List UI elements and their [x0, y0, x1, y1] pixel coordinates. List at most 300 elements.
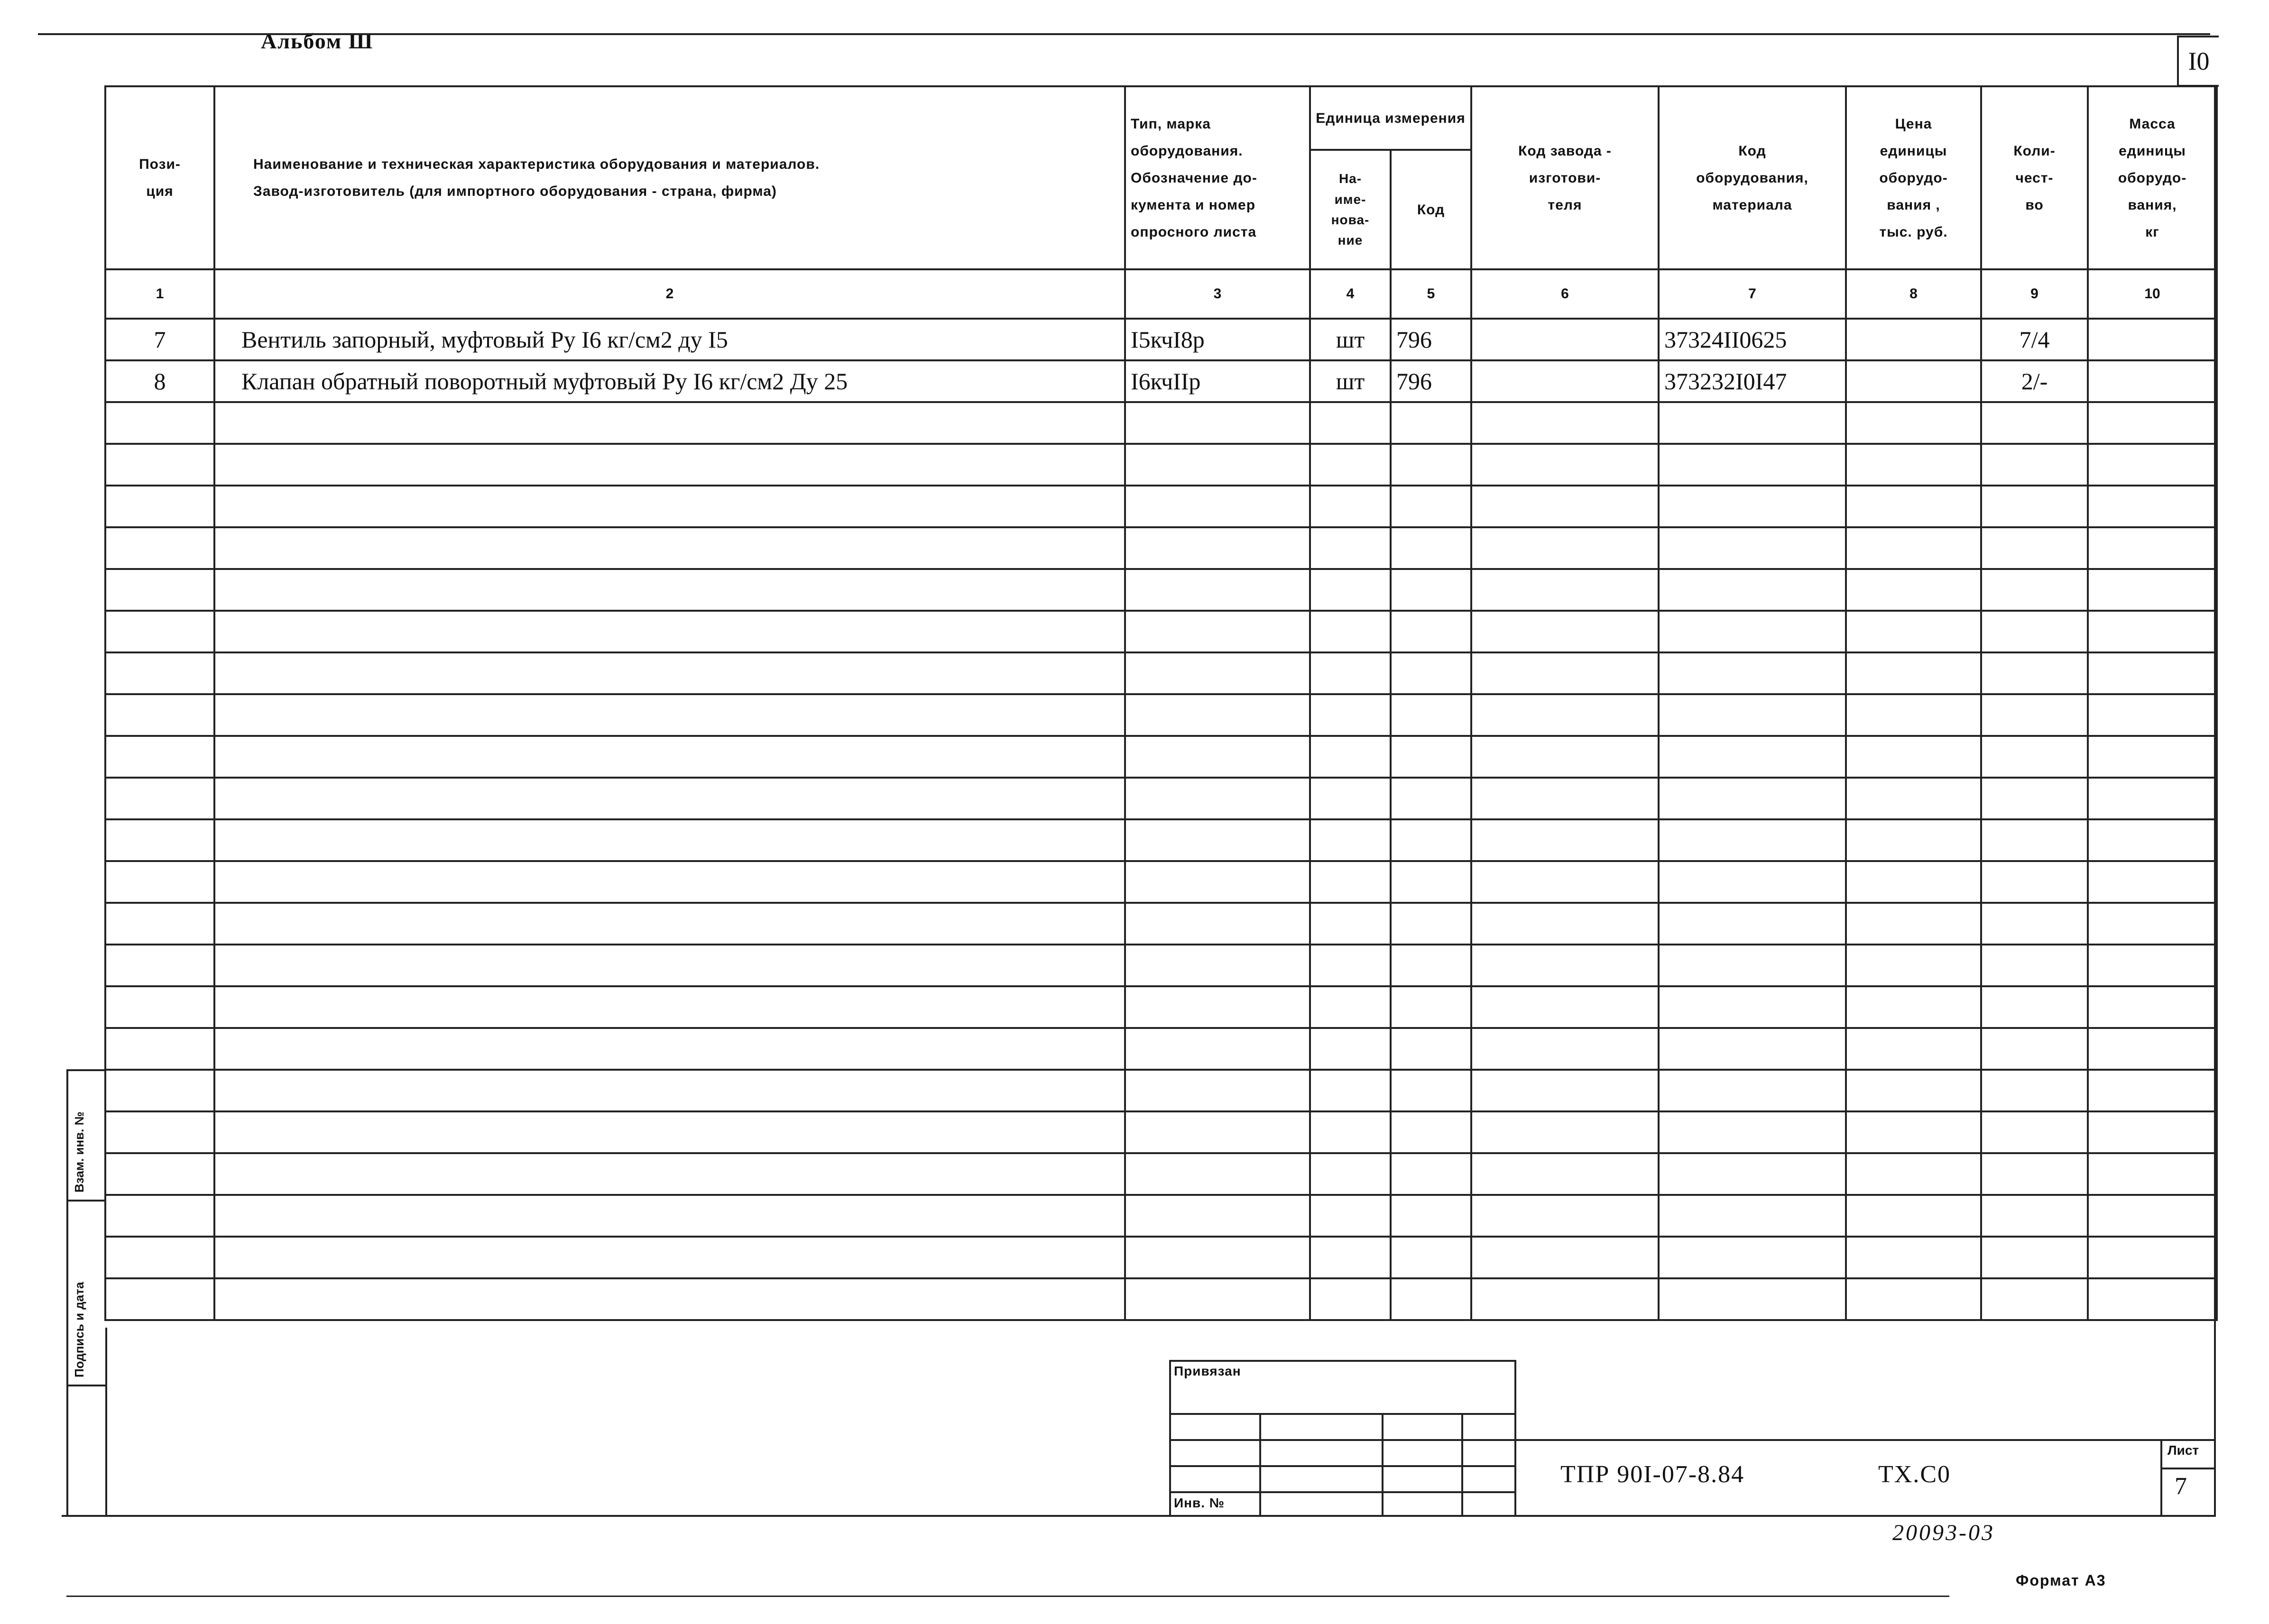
empty-cell — [105, 402, 214, 444]
header-line: ние — [1337, 233, 1363, 248]
empty-cell — [1471, 1153, 1659, 1195]
header-line: единицы — [1880, 143, 1947, 159]
cell-unit-code: 796 — [1391, 360, 1471, 402]
header-line: Обозначение до- — [1131, 170, 1257, 186]
header-row-top — [105, 86, 2217, 150]
empty-cell — [1125, 527, 1310, 569]
header-line: теля — [1548, 197, 1582, 213]
empty-cell — [1659, 1153, 1846, 1195]
empty-cell — [214, 1028, 1125, 1070]
cell-pos: 7 — [105, 319, 214, 360]
empty-cell — [1846, 486, 1981, 527]
empty-cell — [1981, 694, 2088, 736]
header-line: Масса — [2129, 116, 2176, 132]
empty-cell — [1310, 486, 1391, 527]
cell-type: I5кчI8р — [1125, 319, 1310, 360]
empty-cell — [105, 611, 214, 652]
empty-cell — [1659, 1237, 1846, 1278]
empty-cell — [105, 569, 214, 611]
empty-cell — [1846, 1195, 1981, 1237]
table-row — [105, 319, 2217, 360]
empty-cell — [2088, 1278, 2217, 1320]
header-line: оборудо- — [1879, 170, 1948, 186]
empty-cell — [1310, 819, 1391, 861]
stamp-line-1 — [1169, 1413, 1516, 1415]
empty-row — [105, 819, 2217, 861]
empty-row — [105, 903, 2217, 945]
empty-cell — [1391, 1070, 1471, 1111]
empty-cell — [1846, 569, 1981, 611]
empty-cell — [105, 736, 214, 778]
empty-cell — [1981, 444, 2088, 486]
empty-cell — [1981, 778, 2088, 819]
empty-cell — [1659, 652, 1846, 694]
empty-row — [105, 1195, 2217, 1237]
cell-factory-code — [1471, 360, 1659, 402]
header-line: кумента и номер — [1131, 197, 1256, 213]
empty-cell — [214, 486, 1125, 527]
empty-cell — [1981, 1070, 2088, 1111]
empty-cell — [1391, 1195, 1471, 1237]
empty-cell — [2088, 778, 2217, 819]
empty-cell — [1981, 486, 2088, 527]
empty-cell — [1125, 486, 1310, 527]
side-label-replacement: Взам. инв. № — [72, 1111, 86, 1193]
empty-cell — [1310, 1195, 1391, 1237]
empty-row — [105, 1237, 2217, 1278]
column-number: 10 — [2088, 269, 2217, 319]
empty-cell — [1981, 945, 2088, 986]
column-number: 7 — [1659, 269, 1846, 319]
empty-cell — [1659, 736, 1846, 778]
empty-cell — [1659, 1278, 1846, 1320]
empty-row — [105, 569, 2217, 611]
col-mass-header — [2088, 86, 2217, 269]
empty-cell — [1391, 861, 1471, 903]
header-line: име- — [1334, 192, 1366, 207]
empty-cell — [1125, 402, 1310, 444]
empty-cell — [1981, 652, 2088, 694]
cell-unit: шт — [1310, 360, 1391, 402]
empty-cell — [1659, 611, 1846, 652]
empty-cell — [1125, 736, 1310, 778]
empty-cell — [105, 861, 214, 903]
empty-cell — [1471, 1278, 1659, 1320]
column-number: 8 — [1846, 269, 1981, 319]
empty-cell — [1310, 402, 1391, 444]
empty-row — [105, 1028, 2217, 1070]
empty-cell — [1659, 945, 1846, 986]
empty-cell — [1125, 1153, 1310, 1195]
empty-cell — [214, 1070, 1125, 1111]
frame-bottom-line — [62, 1515, 2216, 1517]
empty-cell — [1125, 1111, 1310, 1153]
empty-cell — [1659, 569, 1846, 611]
empty-cell — [1659, 1070, 1846, 1111]
empty-cell — [1981, 1153, 2088, 1195]
empty-cell — [2088, 444, 2217, 486]
empty-cell — [2088, 1237, 2217, 1278]
header-line: Наименование и техническая характеристика оборудования и материалов. — [253, 156, 820, 172]
header-line: вания , — [1887, 197, 1940, 213]
empty-cell — [2088, 861, 2217, 903]
empty-cell — [214, 694, 1125, 736]
binding-strip-divider-2 — [66, 1385, 106, 1386]
empty-cell — [1846, 694, 1981, 736]
header-line: нова- — [1331, 212, 1370, 227]
empty-cell — [2088, 402, 2217, 444]
empty-cell — [1846, 1070, 1981, 1111]
empty-cell — [1125, 903, 1310, 945]
empty-cell — [214, 778, 1125, 819]
empty-cell — [1659, 527, 1846, 569]
empty-cell — [1310, 569, 1391, 611]
empty-cell — [1659, 986, 1846, 1028]
empty-cell — [1391, 1237, 1471, 1278]
header-line: чест- — [2015, 170, 2054, 186]
header-line: Цена — [1895, 116, 1932, 132]
empty-cell — [1846, 736, 1981, 778]
col-unit-name-header — [1310, 150, 1391, 269]
cell-qty: 7/4 — [1981, 319, 2088, 360]
document-code: ТХ.С0 — [1878, 1461, 1951, 1488]
empty-cell — [214, 569, 1125, 611]
cell-unit-code: 796 — [1391, 319, 1471, 360]
empty-cell — [214, 1153, 1125, 1195]
empty-cell — [214, 986, 1125, 1028]
empty-cell — [2088, 903, 2217, 945]
empty-cell — [1391, 1028, 1471, 1070]
empty-cell — [1391, 402, 1471, 444]
empty-cell — [1391, 819, 1471, 861]
empty-cell — [1846, 819, 1981, 861]
empty-row — [105, 1153, 2217, 1195]
empty-cell — [1659, 694, 1846, 736]
empty-cell — [105, 444, 214, 486]
empty-cell — [1659, 486, 1846, 527]
empty-cell — [1391, 736, 1471, 778]
stamp-vline-2 — [1382, 1413, 1384, 1515]
header-line: Код — [1417, 202, 1445, 218]
empty-cell — [105, 903, 214, 945]
empty-cell — [1391, 1153, 1471, 1195]
sheet-box-line — [2160, 1468, 2216, 1469]
linked-stamp-block — [1169, 1360, 1516, 1515]
header-line: кг — [2145, 224, 2159, 240]
empty-cell — [1659, 819, 1846, 861]
empty-cell — [1391, 903, 1471, 945]
empty-cell — [1471, 1070, 1659, 1111]
header-line: Пози- — [139, 156, 181, 172]
page-number: I0 — [2177, 36, 2219, 87]
stamp-vline-1 — [1259, 1413, 1261, 1515]
empty-cell — [214, 1195, 1125, 1237]
col-unit-group-header: Единица измерения — [1310, 86, 1471, 150]
empty-cell — [1981, 1278, 2088, 1320]
empty-cell — [1391, 778, 1471, 819]
frame-left-line-lower — [105, 1328, 107, 1517]
empty-cell — [1310, 611, 1391, 652]
empty-row — [105, 402, 2217, 444]
binding-strip-left — [66, 1069, 68, 1515]
empty-cell — [2088, 1028, 2217, 1070]
empty-cell — [214, 1237, 1125, 1278]
binding-strip-top — [66, 1069, 106, 1071]
col-unit-code-header — [1391, 150, 1471, 269]
archive-number: 20093-03 — [1892, 1520, 1995, 1545]
empty-cell — [1471, 945, 1659, 986]
empty-cell — [2088, 945, 2217, 986]
empty-cell — [1310, 736, 1391, 778]
empty-cell — [1125, 569, 1310, 611]
empty-cell — [105, 652, 214, 694]
empty-cell — [1125, 652, 1310, 694]
specification-table — [104, 85, 2218, 1321]
empty-cell — [1981, 986, 2088, 1028]
empty-cell — [214, 402, 1125, 444]
empty-cell — [1846, 652, 1981, 694]
empty-row — [105, 486, 2217, 527]
album-title: Альбом Ш — [261, 29, 374, 53]
empty-cell — [1471, 778, 1659, 819]
empty-cell — [2088, 569, 2217, 611]
cell-unit: шт — [1310, 319, 1391, 360]
empty-cell — [1981, 1195, 2088, 1237]
col-factory-code-header — [1471, 86, 1659, 269]
empty-cell — [1981, 569, 2088, 611]
empty-cell — [1310, 1070, 1391, 1111]
header-line: Код — [1738, 143, 1766, 159]
empty-cell — [1846, 1153, 1981, 1195]
empty-cell — [1471, 527, 1659, 569]
empty-row — [105, 778, 2217, 819]
empty-cell — [214, 736, 1125, 778]
column-number-row — [105, 269, 2217, 319]
header-line: Коли- — [2013, 143, 2056, 159]
empty-cell — [214, 1111, 1125, 1153]
empty-cell — [1471, 1028, 1659, 1070]
header-line: оборудования, — [1696, 170, 1808, 186]
empty-cell — [1310, 694, 1391, 736]
empty-cell — [1981, 611, 2088, 652]
frame-right-line — [2214, 85, 2216, 1517]
empty-cell — [1125, 1195, 1310, 1237]
empty-cell — [1846, 1028, 1981, 1070]
empty-cell — [1846, 527, 1981, 569]
document-number: ТПР 90I-07-8.84 — [1560, 1461, 1745, 1488]
header-line: Код завода - — [1518, 143, 1612, 159]
empty-cell — [1391, 611, 1471, 652]
empty-cell — [1846, 1237, 1981, 1278]
empty-cell — [214, 819, 1125, 861]
header-line: оборудования. — [1131, 143, 1243, 159]
cell-name: Вентиль запорный, муфтовый Ру I6 кг/см2 ду I5 — [214, 319, 1125, 360]
empty-cell — [1471, 819, 1659, 861]
empty-cell — [1310, 1237, 1391, 1278]
stamp-line-4 — [1169, 1491, 1516, 1493]
empty-cell — [1310, 986, 1391, 1028]
empty-cell — [2088, 1195, 2217, 1237]
empty-cell — [1471, 569, 1659, 611]
side-label-signature: Подпись и дата — [72, 1282, 86, 1377]
empty-cell — [1125, 819, 1310, 861]
empty-cell — [1471, 611, 1659, 652]
column-number: 9 — [1981, 269, 2088, 319]
empty-cell — [1659, 1028, 1846, 1070]
empty-cell — [105, 527, 214, 569]
designation-top-line — [1514, 1439, 2216, 1441]
empty-cell — [1125, 861, 1310, 903]
empty-cell — [1471, 486, 1659, 527]
empty-cell — [2088, 1153, 2217, 1195]
empty-cell — [105, 1195, 214, 1237]
cell-material-code: 373232I0I47 — [1659, 360, 1846, 402]
empty-cell — [1310, 861, 1391, 903]
empty-cell — [2088, 986, 2217, 1028]
empty-cell — [1981, 402, 2088, 444]
empty-cell — [1310, 527, 1391, 569]
cell-qty: 2/- — [1981, 360, 2088, 402]
empty-cell — [1310, 1028, 1391, 1070]
empty-cell — [105, 778, 214, 819]
empty-cell — [105, 486, 214, 527]
cell-type: I6кчIIр — [1125, 360, 1310, 402]
empty-cell — [214, 1278, 1125, 1320]
empty-cell — [1310, 778, 1391, 819]
empty-cell — [1125, 1278, 1310, 1320]
empty-cell — [2088, 652, 2217, 694]
cell-material-code: 37324II0625 — [1659, 319, 1846, 360]
empty-cell — [1310, 1153, 1391, 1195]
empty-cell — [1846, 402, 1981, 444]
empty-cell — [1125, 945, 1310, 986]
empty-cell — [1659, 778, 1846, 819]
stamp-vline-3 — [1461, 1413, 1463, 1515]
empty-cell — [1846, 778, 1981, 819]
header-line: материала — [1712, 197, 1792, 213]
empty-cell — [1125, 1237, 1310, 1278]
empty-cell — [1391, 527, 1471, 569]
empty-cell — [1310, 1111, 1391, 1153]
col-quantity-header — [1981, 86, 2088, 269]
top-rule — [38, 33, 2210, 35]
empty-cell — [1846, 903, 1981, 945]
header-line: во — [2025, 197, 2044, 213]
column-number: 2 — [214, 269, 1125, 319]
header-line: ция — [146, 184, 174, 199]
empty-cell — [1125, 444, 1310, 486]
empty-cell — [105, 1278, 214, 1320]
empty-cell — [1471, 1195, 1659, 1237]
cell-mass — [2088, 360, 2217, 402]
empty-cell — [1471, 652, 1659, 694]
empty-row — [105, 945, 2217, 986]
empty-cell — [1981, 903, 2088, 945]
stamp-line-3 — [1169, 1465, 1516, 1467]
empty-cell — [1981, 736, 2088, 778]
empty-cell — [1659, 861, 1846, 903]
empty-cell — [2088, 1070, 2217, 1111]
empty-row — [105, 652, 2217, 694]
empty-cell — [2088, 694, 2217, 736]
header-line: единицы — [2119, 143, 2186, 159]
empty-cell — [1846, 986, 1981, 1028]
empty-row — [105, 986, 2217, 1028]
empty-cell — [1471, 986, 1659, 1028]
empty-row — [105, 611, 2217, 652]
empty-cell — [1391, 694, 1471, 736]
empty-cell — [105, 1153, 214, 1195]
footer-rule — [66, 1596, 1949, 1597]
empty-cell — [1471, 444, 1659, 486]
empty-cell — [1391, 569, 1471, 611]
empty-cell — [1310, 903, 1391, 945]
cell-mass — [2088, 319, 2217, 360]
empty-row — [105, 694, 2217, 736]
empty-cell — [1471, 1111, 1659, 1153]
empty-cell — [1471, 861, 1659, 903]
empty-cell — [1846, 861, 1981, 903]
empty-cell — [1125, 611, 1310, 652]
empty-cell — [2088, 819, 2217, 861]
empty-cell — [1471, 1237, 1659, 1278]
empty-cell — [2088, 527, 2217, 569]
header-line: Тип, марка — [1131, 116, 1211, 132]
header-line: Завод-изготовитель (для импортного оборудования - страна, фирма) — [253, 184, 777, 199]
empty-cell — [1471, 736, 1659, 778]
empty-cell — [1310, 652, 1391, 694]
col-type-header — [1125, 86, 1310, 269]
header-line: тыс. руб. — [1879, 224, 1948, 240]
empty-cell — [2088, 486, 2217, 527]
empty-cell — [1846, 611, 1981, 652]
empty-cell — [1846, 444, 1981, 486]
empty-cell — [1659, 444, 1846, 486]
empty-cell — [1846, 945, 1981, 986]
sheet-label: Лист — [2168, 1443, 2199, 1458]
empty-cell — [2088, 1111, 2217, 1153]
empty-cell — [105, 1237, 214, 1278]
empty-cell — [214, 444, 1125, 486]
empty-cell — [214, 652, 1125, 694]
empty-cell — [1981, 527, 2088, 569]
empty-cell — [1981, 861, 2088, 903]
empty-row — [105, 1278, 2217, 1320]
empty-cell — [1846, 1111, 1981, 1153]
empty-cell — [214, 903, 1125, 945]
empty-cell — [105, 819, 214, 861]
empty-cell — [1391, 486, 1471, 527]
empty-cell — [1846, 1278, 1981, 1320]
empty-cell — [105, 986, 214, 1028]
empty-cell — [105, 1028, 214, 1070]
cell-pos: 8 — [105, 360, 214, 402]
empty-cell — [1391, 945, 1471, 986]
empty-row — [105, 736, 2217, 778]
empty-cell — [1310, 444, 1391, 486]
col-position-header — [105, 86, 214, 269]
empty-cell — [105, 1111, 214, 1153]
empty-cell — [214, 945, 1125, 986]
cell-name: Клапан обратный поворотный муфтовый Ру I6 кг/см2 Ду 25 — [214, 360, 1125, 402]
sheet-number: 7 — [2175, 1473, 2187, 1500]
empty-cell — [2088, 611, 2217, 652]
col-name-header — [214, 86, 1125, 269]
column-number: 4 — [1310, 269, 1391, 319]
empty-cell — [105, 1070, 214, 1111]
column-number: 6 — [1471, 269, 1659, 319]
empty-cell — [1659, 1111, 1846, 1153]
